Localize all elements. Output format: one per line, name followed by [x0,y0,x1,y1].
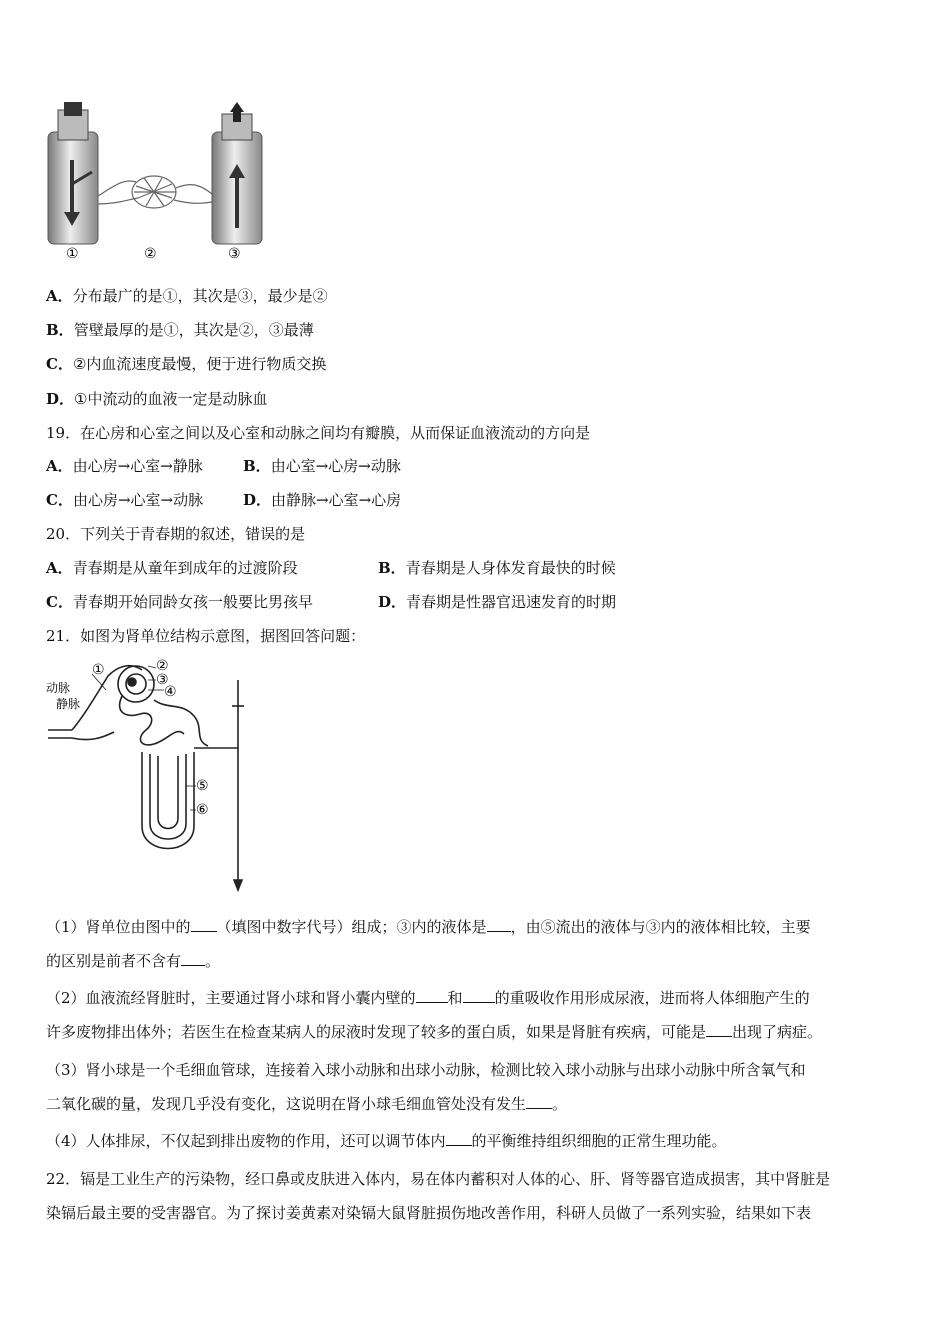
q18-option-a [46,286,328,306]
option-letter: D． [46,390,75,408]
option-letter: A． [46,559,73,577]
option-letter: D． [243,491,272,509]
option-text: 青春期是性器官迅速发育的时期 [406,593,617,611]
q21-part3 [46,1053,906,1121]
q22-line-1: 22．镉是工业生产的污染物，经口鼻或皮肤进入体内，易在体内蓄积对人体的心、肝、肾等器官造成损害，其中肾脏是 [46,1170,831,1188]
option-letter: B． [378,559,406,577]
q20-stem: 20．下列关于青春期的叙述，错误的是 [46,525,306,543]
option-letter: A． [46,457,73,475]
vessel-label-3: ③ [228,246,241,262]
option-letter: D． [378,593,407,611]
option-text: 管壁最厚的是①，其次是②，③最薄 [73,321,314,339]
option-text: 分布最广的是①，其次是③，最少是② [72,287,328,305]
answer-blank[interactable] [191,917,217,932]
answer-blank[interactable] [181,951,205,966]
text-segment: 出现了病症。 [732,1023,823,1041]
option-text: 青春期开始同龄女孩一般要比男孩早 [72,593,313,611]
option-letter: C． [46,491,73,509]
q20-option-b [378,558,616,578]
option-letter: A． [46,287,73,305]
capillary-network-icon [98,176,212,208]
q20-option-d [378,592,616,612]
text-segment: 的平衡维持组织细胞的正常生理功能。 [471,1132,727,1150]
answer-blank[interactable] [463,988,495,1003]
option-text: ②内血流速度最慢，便于进行物质交换 [72,355,327,373]
text-segment: （填图中数字代号）组成；③内的液体是 [216,918,487,936]
q18-option-b [46,320,314,340]
nephron-label-6: ⑥ [196,802,209,818]
option-text: 青春期是从童年到成年的过渡阶段 [72,559,298,577]
q19-option-a [46,456,203,476]
artery-vessel-icon [48,102,98,244]
text-segment: 许多废物排出体外；若医生在检查某病人的尿液时发现了较多的蛋白质，如果是肾脏有疾病，可能是 [46,1023,707,1041]
q22-text [46,1162,906,1230]
nephron-label-5: ⑤ [196,778,209,794]
option-text: 由心房→心室→动脉 [72,491,204,509]
answer-blank[interactable] [416,988,448,1003]
text-segment: 的区别是前者不含有 [46,952,182,970]
nephron-label-1: ① [92,662,105,678]
blood-vessel-figure [44,100,274,262]
q18-option-c [46,354,326,374]
q21-part1 [46,910,906,978]
vein-label: 静脉 [56,697,81,711]
answer-blank[interactable] [446,1131,472,1146]
q22-line-2: 染镉后最主要的受害器官。为了探讨姜黄素对染镉大鼠肾脏损伤地改善作用，科研人员做了一系列实验，结果如下表 [46,1204,812,1222]
option-letter: C． [46,355,73,373]
q21-part2 [46,981,906,1049]
text-segment: （3）肾小球是一个毛细血管球，连接着入球小动脉和出球小动脉，检测比较入球小动脉与出球小动脉中所含氧气和 [46,1061,806,1079]
vein-vessel-icon [212,102,262,244]
q19-option-c [46,490,203,510]
artery-label: 动脉 [46,681,71,695]
text-segment: 和 [447,989,463,1007]
q21-stem: 21．如图为肾单位结构示意图，据图回答问题： [46,627,366,645]
q20-option-a [46,558,298,578]
nephron-figure [44,656,256,894]
nephron-label-3: ③ [156,672,169,688]
text-segment: （4）人体排尿，不仅起到排出废物的作用，还可以调节体内 [46,1132,446,1150]
text-segment: （1）肾单位由图中的 [46,918,191,936]
q19-option-d [243,490,401,510]
q19-stem: 19．在心房和心室之间以及心室和动脉之间均有瓣膜，从而保证血液流动的方向是 [46,424,591,442]
text-segment: 。 [205,952,221,970]
option-text: ①中流动的血液一定是动脉血 [74,390,268,408]
option-letter: C． [46,593,73,611]
nephron-label-4: ④ [164,684,177,700]
q20-option-c [46,592,313,612]
q18-option-d [46,389,267,409]
option-text: 青春期是人身体发育最快的时候 [405,559,616,577]
answer-blank[interactable] [706,1022,732,1037]
answer-blank[interactable] [487,917,511,932]
option-text: 由心室→心房→动脉 [270,457,401,475]
nephron-label-2: ② [156,658,169,674]
vessel-label-1: ① [66,246,79,262]
option-text: 由静脉→心室→心房 [271,491,402,509]
q19-option-b [243,456,401,476]
text-segment: 。 [552,1095,568,1113]
text-segment: ，由⑤流出的液体与③内的液体相比较，主要 [510,918,811,936]
option-letter: B． [243,457,271,475]
vessel-label-2: ② [144,246,157,262]
answer-blank[interactable] [526,1094,552,1109]
text-segment: 的重吸收作用形成尿液，进而将人体细胞产生的 [494,989,810,1007]
text-segment: （2）血液流经肾脏时，主要通过肾小球和肾小囊内壁的 [46,989,416,1007]
option-text: 由心房→心室→静脉 [72,457,203,475]
q21-part4 [46,1124,906,1158]
option-letter: B． [46,321,74,339]
text-segment: 二氧化碳的量，发现几乎没有变化，这说明在肾小球毛细血管处没有发生 [46,1095,527,1113]
